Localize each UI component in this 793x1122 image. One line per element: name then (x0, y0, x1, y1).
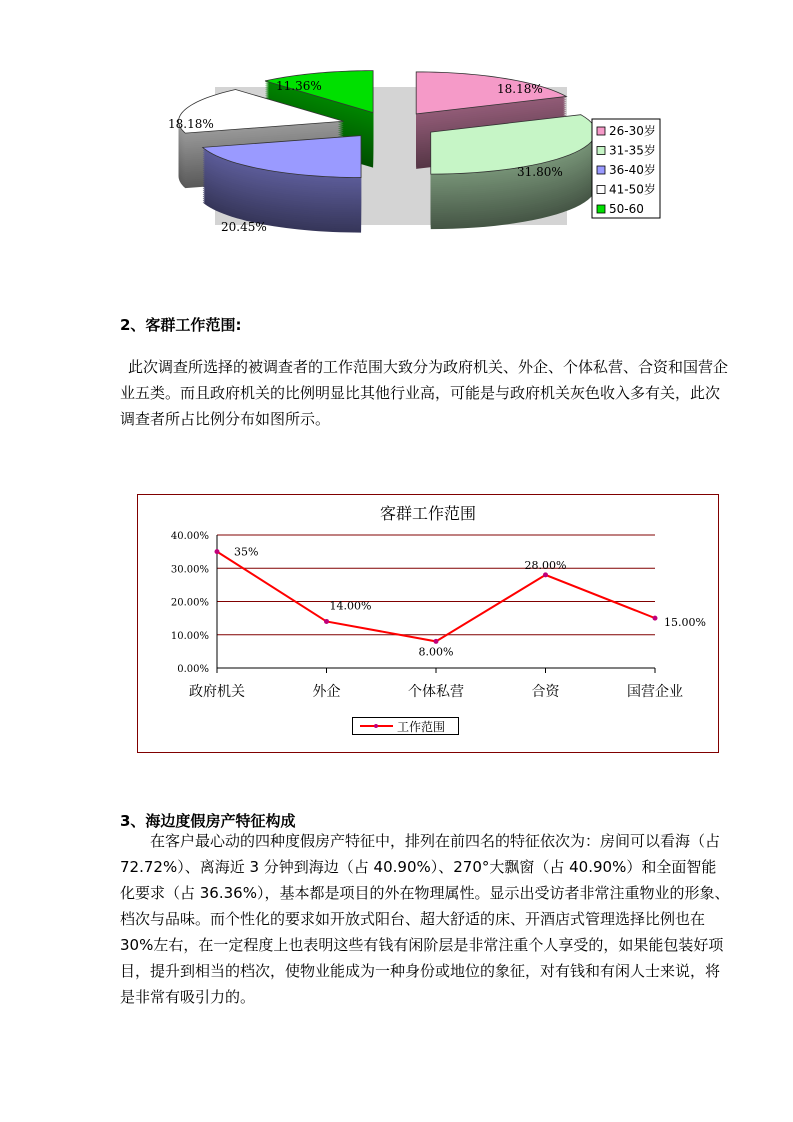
section-2-heading: 2、客群工作范围: (120, 316, 242, 334)
age-pie-chart (0, 0, 793, 250)
data-label: 28.00% (524, 558, 567, 572)
section-3-heading: 3、海边度假房产特征构成 (120, 812, 296, 830)
y-tick-label: 30.00% (170, 564, 209, 576)
legend-label: 50-60 (609, 202, 644, 216)
x-tick-label: 外企 (312, 684, 341, 700)
legend-swatch (597, 166, 605, 174)
x-tick-label: 合资 (531, 684, 560, 700)
legend-label: 31-35岁 (609, 143, 656, 158)
y-tick-label: 0.00% (177, 664, 209, 675)
legend-label: 26-30岁 (609, 124, 656, 138)
pie-data-label: 11.36% (276, 79, 322, 93)
pie-data-label: 20.45% (221, 220, 267, 234)
section-3-paragraph: 在客户最心动的四种度假房产特征中，排列在前四名的特征依次为：房间可以看海（占 72.72%）、离海近 3 分钟到海边（占 40.90%）、270°大飘窗（占 40.90%）和全面智能化要求（占 36.36%），基本都是项目的外在物理属性。显示出受访者非常注重物业的形象、档次与品味。而个性化的要求如开放式阳台、超大舒适的床、开酒店式管理选择比例也在 30%左右，在一定程度上也表明这些有钱有闲阶层是非常注重个人享受的，如果能包装好项目，提升到相当的档次，使物业能成为一种身份或地位的象征，对有钱和有闲人士来说，将是非常有吸引力的。 (120, 832, 730, 1006)
data-label: 35% (234, 545, 259, 559)
work-scope-line-chart (0, 480, 793, 770)
pie-data-label: 18.18% (168, 117, 214, 131)
y-tick-label: 40.00% (170, 531, 209, 542)
data-label: 15.00% (664, 616, 706, 630)
chart-title: 客群工作范围 (379, 504, 477, 523)
x-tick-label: 国营企业 (627, 684, 683, 700)
data-point (324, 619, 329, 624)
data-point (653, 616, 658, 621)
x-tick-label: 政府机关 (189, 684, 245, 700)
legend-swatch (597, 147, 605, 155)
x-tick-label: 个体私营 (408, 684, 464, 700)
pie-data-label: 31.80% (517, 165, 563, 179)
legend-swatch (597, 205, 605, 213)
data-point (215, 549, 220, 554)
legend-point-marker (374, 724, 378, 728)
legend-label: 工作范围 (397, 720, 446, 734)
data-label: 14.00% (329, 599, 372, 613)
data-point (434, 639, 439, 644)
y-tick-label: 10.00% (170, 630, 209, 642)
legend-label: 41-50岁 (609, 182, 656, 197)
legend-swatch (597, 186, 605, 194)
chart-border (138, 495, 719, 753)
legend-swatch (597, 127, 605, 135)
pie-slice-31-35岁 (431, 115, 596, 229)
y-tick-label: 20.00% (170, 597, 209, 609)
legend-label: 36-40岁 (609, 163, 656, 177)
data-point (543, 572, 548, 577)
section-2-paragraph: 此次调查所选择的被调查者的工作范围大致分为政府机关、外企、个体私营、合资和国营企业五类。而且政府机关的比例明显比其他行业高，可能是与政府机关灰色收入多有关，此次调查者所占比例分布如图所示。 (120, 358, 729, 428)
data-label: 8.00% (418, 645, 454, 659)
pie-data-label: 18.18% (497, 82, 543, 96)
